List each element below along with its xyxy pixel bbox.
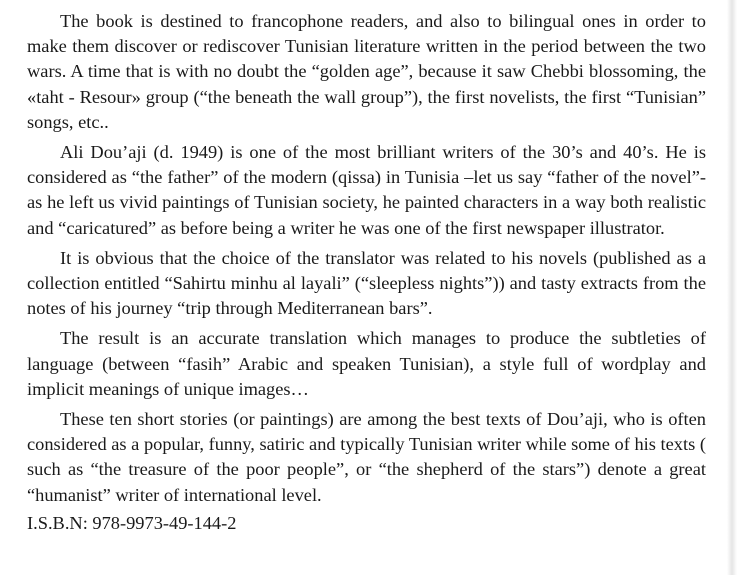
paragraph-short-stories: These ten short stories (or paintings) are among the best texts of Dou’aji, who is often considered as a popular, funny, satiric and typically Tunisian writer while some of his texts ( such as “the treasure of the poor people”, or “the shepherd of the stars”) denote a great “humanist” writer of international level. bbox=[27, 409, 706, 505]
isbn-line: I.S.B.N: 978-9973-49-144-2 bbox=[27, 512, 237, 533]
page-edge-shadow bbox=[727, 0, 737, 575]
paragraph-intro: The book is destined to francophone readers, and also to bilingual ones in order to make them discover or rediscover Tunisian literature written in the period between the two wars. A time that is with no doubt the “golden age”, because it saw Chebbi blossoming, the «taht - Resour» group (“the beneath the wall group”), the first novelists, the first “Tunisian” songs, etc.. bbox=[27, 11, 706, 132]
paragraph-author: Ali Dou’aji (d. 1949) is one of the most brilliant writers of the 30’s and 40’s. He is considered as “the father” of the modern (qissa) in Tunisia –let us say “father of the novel”- as he left us vivid paintings of Tunisian society, he painted characters in a way both realistic and “caricatured” as before being a writer he was one of the first newspaper illustrator. bbox=[27, 142, 706, 238]
paragraph-translator-choice: It is obvious that the choice of the translator was related to his novels (published as a collection entitled “Sahirtu minhu al layali” (“sleepless nights”)) and tasty extracts from the notes of his journey “trip through Mediterranean bars”. bbox=[27, 247, 706, 319]
book-description bbox=[27, 9, 706, 536]
paragraph-translation-result: The result is an accurate translation which manages to produce the subtleties of language (between “fasih” Arabic and speaken Tunisian), a style full of wordplay and implicit meanings of unique images… bbox=[27, 328, 706, 399]
